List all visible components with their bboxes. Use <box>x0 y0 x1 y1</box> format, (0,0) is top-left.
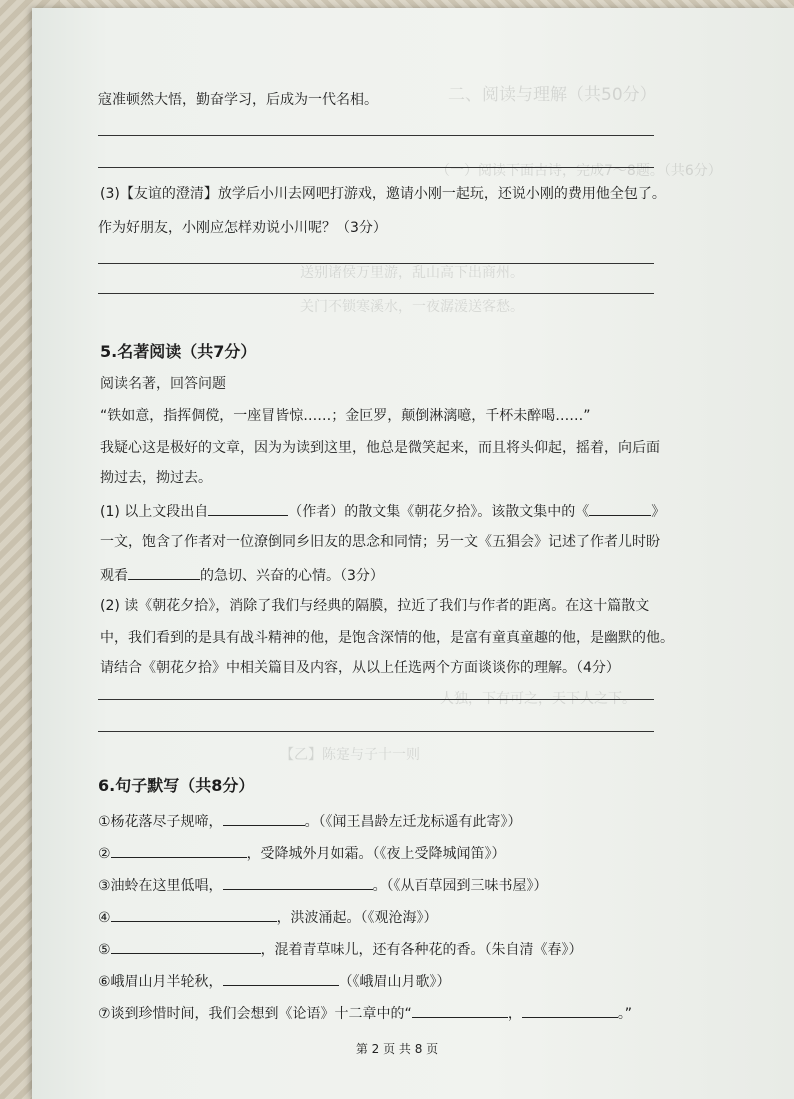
quote-text: “铁如意，指挥倜傥，一座冒皆惊……；金叵罗，颠倒淋漓噫，千杯未醉喝……” <box>100 408 591 424</box>
question-text: 中，我们看到的是具有战斗精神的他，是饱含深情的他，是富有童真童趣的他，是幽默的他。 <box>100 630 674 646</box>
question-text: (2) 读《朝花夕拾》，消除了我们与经典的隔膜，拉近了我们与作者的距离。在这十篇散文 <box>100 598 650 614</box>
dictation-prompt: ⑥峨眉山月半轮秋， <box>98 974 223 990</box>
question-text: 作为好朋友，小刚应怎样劝说小川呢？（3分） <box>98 220 387 236</box>
bleed-through-text: 人独，下有可之，天下人之下。 <box>440 691 636 707</box>
dictation-item <box>98 1002 632 1024</box>
paragraph-text: 拗过去，拗过去。 <box>100 470 212 486</box>
dictation-source: 。（《从百草园到三味书屋》） <box>372 878 548 894</box>
question-text: （作者）的散文集《朝花夕拾》。该散文集中的《 <box>288 504 590 520</box>
dictation-item <box>98 938 583 960</box>
dictation-item <box>98 970 451 992</box>
dictation-item <box>98 874 548 896</box>
section-title: 6.句子默写（共8分） <box>98 776 255 795</box>
bleed-through-text: 二、阅读与理解（共50分） <box>448 85 657 105</box>
fill-blank[interactable] <box>223 970 339 986</box>
answer-line[interactable] <box>98 292 654 294</box>
answer-line[interactable] <box>98 698 654 700</box>
question-text: (3)【友谊的澄清】放学后小川去网吧打游戏，邀请小刚一起玩，还说小刚的费用他全包了。 <box>100 186 666 202</box>
page-footer: 第 2 页 共 8 页 <box>355 1042 439 1056</box>
instruction-text: 阅读名著，回答问题 <box>100 376 226 392</box>
question-text: (1) 以上文段出自 <box>100 504 209 520</box>
dictation-prompt: ⑤ <box>98 942 111 958</box>
question-text: 》 <box>651 504 666 520</box>
answer-line[interactable] <box>98 134 654 136</box>
dictation-source: 。（《闻王昌龄左迁龙标遥有此寄》） <box>304 814 522 830</box>
paragraph-text: 我疑心这是极好的文章，因为为读到这里，他总是微笑起来，而且将头仰起，摇着，向后面 <box>100 440 660 456</box>
fill-blank[interactable] <box>111 938 261 954</box>
bleed-through-text: 【乙】陈寔与子十一则 <box>280 747 420 763</box>
question-1-line3 <box>100 564 384 586</box>
fill-blank-event[interactable] <box>128 564 200 580</box>
question-1 <box>100 500 665 522</box>
question-text: 观看 <box>100 568 128 584</box>
dictation-source: ，混着青草味儿，还有各种花的香。（朱自清《春》） <box>260 942 583 958</box>
fill-blank[interactable] <box>223 810 305 826</box>
bleed-through-text: （一）阅读下面古诗，完成7～8题。（共6分） <box>436 163 722 179</box>
fill-blank[interactable] <box>223 874 373 890</box>
section-title: 5.名著阅读（共7分） <box>100 342 257 361</box>
dictation-item <box>98 842 506 864</box>
dictation-prompt: ③油蛉在这里低唱， <box>98 878 223 894</box>
question-text: 请结合《朝花夕拾》中相关篇目及内容，从以上任选两个方面谈谈你的理解。（4分） <box>100 660 620 676</box>
dictation-prompt: ①杨花落尽子规啼， <box>98 814 223 830</box>
dictation-source: （《峨眉山月歌》） <box>338 974 451 990</box>
paragraph-text: 寇准顿然大悟，勤奋学习，后成为一代名相。 <box>98 92 378 108</box>
fill-blank[interactable] <box>522 1002 618 1018</box>
fill-blank-author[interactable] <box>208 500 288 516</box>
dictation-source: ， <box>507 1006 522 1022</box>
answer-line[interactable] <box>98 730 654 732</box>
fill-blank[interactable] <box>111 842 247 858</box>
bleed-through-text: 送别诸侯万里游，乱山高下出商州。 <box>300 265 524 281</box>
fill-blank[interactable] <box>412 1002 508 1018</box>
dictation-prompt: ② <box>98 846 111 862</box>
dictation-item <box>98 810 522 832</box>
dictation-prompt: ⑦谈到珍惜时间，我们会想到《论语》十二章中的“ <box>98 1006 412 1022</box>
bleed-through-text: 关门不锁寒溪水，一夜潺湲送客愁。 <box>300 299 524 315</box>
question-text: 的急切、兴奋的心情。（3分） <box>200 568 384 584</box>
dictation-source: ，洪波涌起。（《观沧海》） <box>276 910 438 926</box>
dictation-source: ，受降城外月如霜。（《夜上受降城闻笛》） <box>246 846 506 862</box>
answer-line[interactable] <box>98 166 654 168</box>
fill-blank[interactable] <box>111 906 277 922</box>
dictation-item <box>98 906 438 928</box>
fill-blank-title[interactable] <box>589 500 651 516</box>
question-text: 一文，饱含了作者对一位潦倒同乡旧友的思念和同情；另一文《五猖会》记述了作者儿时盼 <box>100 534 660 550</box>
answer-line[interactable] <box>98 262 654 264</box>
dictation-source: 。” <box>617 1006 633 1022</box>
dictation-prompt: ④ <box>98 910 111 926</box>
